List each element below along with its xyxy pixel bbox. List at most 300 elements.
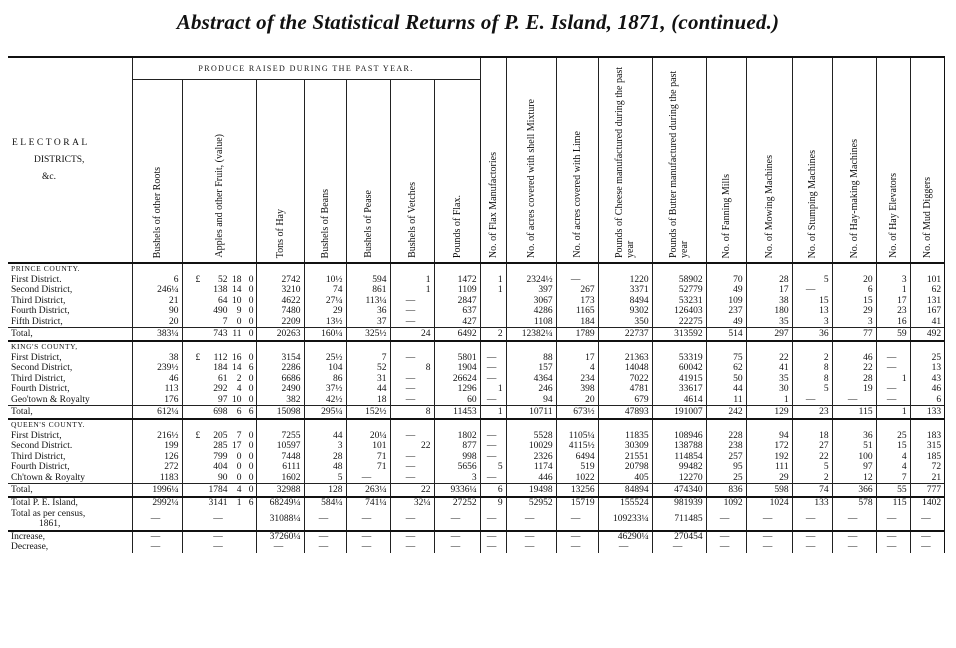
pounds: 285 [213,441,228,451]
table-cell [480,296,506,307]
table-cell: 22737 [598,328,652,342]
table-cell: 1024 [746,497,792,509]
table-cell: — [506,542,556,553]
table-cell: 1165 [556,306,598,317]
table-cell: 350 [598,317,652,328]
money-value [196,329,254,340]
district-name: Ch'town & Royalty [11,472,86,483]
table-cell: 1 [876,406,910,420]
table-cell: — [556,542,598,553]
money-value [196,353,254,364]
table-cell: 3 [792,317,832,328]
pounds: 52 [218,274,228,285]
table-cell [876,341,910,353]
table-cell: — [256,542,304,553]
table-cell: 22 [792,452,832,463]
table-row [8,384,945,395]
district-name-line: 1861, [39,519,61,529]
money-value [196,452,254,463]
table-cell: — [746,531,792,543]
table-cell: — [910,542,945,553]
table-cell: 315 [910,441,945,452]
table-cell: 60 [434,395,480,406]
table-cell: 8 [390,406,434,420]
table-cell: 1022 [556,473,598,484]
table-cell: 15 [876,441,910,452]
table-cell: 777 [910,484,945,498]
column-header-text: Apples and other Fruit, (value) [213,134,225,258]
table-cell: — [876,363,910,374]
column-header [832,57,876,263]
table-cell: 2490 [256,384,304,395]
table-cell [182,395,256,406]
table-cell: 25 [910,353,945,364]
table-cell: 62 [706,363,746,374]
table-cell: 49 [706,317,746,328]
pounds: 698 [213,406,228,417]
table-cell: 20 [556,395,598,406]
county-heading-row [8,341,945,353]
table-cell: — [480,531,506,543]
table-cell: 108946 [652,431,706,442]
table-row [8,473,945,484]
total-row [8,406,945,420]
table-cell: 31 [346,374,390,385]
table-cell: 28 [746,275,792,286]
table-cell: 3 [876,275,910,286]
table-cell: 46290¼ [598,531,652,543]
district-name: Total, [8,484,132,498]
table-cell: 20¼ [346,431,390,442]
district-column-header [8,57,132,263]
table-cell: — [480,363,506,374]
table-cell [556,263,598,275]
pounds: 3141 [208,498,228,508]
table-cell [746,419,792,431]
district-name: Fourth District, [11,306,70,316]
table-cell: 673½ [556,406,598,420]
money-value [196,473,254,484]
table-cell: 446 [506,473,556,484]
district-name: Total P. E. Island, [11,498,78,508]
table-cell: 3371 [598,285,652,296]
table-cell: 101 [346,441,390,452]
table-cell: 52779 [652,285,706,296]
table-cell: 2326 [506,452,556,463]
table-cell: 13 [792,306,832,317]
table-cell: 27¼ [304,296,346,307]
table-cell: 75 [706,353,746,364]
table-cell: 167 [910,306,945,317]
pence: 0 [248,274,254,285]
table-cell: — [876,509,910,531]
table-cell: 8494 [598,296,652,307]
table-cell: 97 [832,462,876,473]
table-cell: 6 [132,275,182,286]
column-header [304,79,346,263]
table-cell: 86 [304,374,346,385]
table-cell: — [832,395,876,406]
table-cell: 26624 [434,374,480,385]
table-cell: 3154 [256,353,304,364]
pounds: 64 [218,295,228,306]
table-cell: — [304,542,346,553]
table-cell [434,263,480,275]
pounds: 799 [213,451,228,462]
table-cell: — [480,353,506,364]
table-cell: 10029 [506,441,556,452]
table-cell: 7 [876,473,910,484]
table-cell: 38 [746,296,792,307]
money-value [196,462,254,473]
pounds: 490 [213,306,228,316]
table-cell: — [792,509,832,531]
table-cell: — [480,374,506,385]
table-cell: 36 [792,328,832,342]
table-cell: 60042 [652,363,706,374]
table-cell: 8 [792,374,832,385]
table-cell: 58902 [652,275,706,286]
column-header-text: Tons of Hay [274,208,286,258]
table-cell [506,263,556,275]
table-row [8,317,945,328]
total-row [8,484,945,498]
table-cell: 519 [556,462,598,473]
table-cell: 115 [876,497,910,509]
table-cell: 836 [706,484,746,498]
table-cell: 128 [304,484,346,498]
decrease-row [8,542,945,553]
table-cell: 2 [792,473,832,484]
column-header [556,57,598,263]
page-title: Abstract of the Statistical Returns of P. E. Island, 1871, (continued.) [176,10,780,34]
district-name: PRINCE COUNTY. [8,263,132,275]
table-cell [652,341,706,353]
district-name: KING'S COUNTY, [8,341,132,353]
table-cell: — [876,395,910,406]
table-cell [598,419,652,431]
table-body [8,263,945,553]
table-cell: — [506,531,556,543]
table-cell: 1472 [434,275,480,286]
table-cell: 2324½ [506,275,556,286]
column-header-text: No. of Stumping Machines [806,149,818,258]
table-cell [480,419,506,431]
shillings: 0 [236,462,242,472]
district-header-line-1: ELECTORAL [12,137,90,148]
money-value [196,285,254,296]
table-cell: 237 [706,306,746,317]
table-cell: 70 [706,275,746,286]
district-header-line-2: DISTRICTS, [34,154,85,165]
table-cell [746,263,792,275]
table-cell: — [832,509,876,531]
table-cell: 4364 [506,374,556,385]
table-cell: 111 [746,462,792,473]
pounds: 292 [213,384,228,394]
table-cell: 3 [434,473,480,484]
table-cell: 6494 [556,452,598,463]
table-row [8,363,945,374]
table-cell: — [182,509,256,531]
table-row [8,296,945,307]
shillings: 11 [232,328,242,339]
table-cell: 160¼ [304,328,346,342]
table-cell: 20263 [256,328,304,342]
pence: 0 [248,484,254,495]
district-name: Total, [8,328,132,342]
table-cell: — [480,431,506,442]
column-header [256,79,304,263]
table-cell: 115 [832,406,876,420]
table-cell: — [792,285,832,296]
table-cell [706,341,746,353]
table-cell: 5801 [434,353,480,364]
table-cell: 998 [434,452,480,463]
table-cell: 405 [598,473,652,484]
table-cell: 41 [910,317,945,328]
table-cell: 113¼ [346,296,390,307]
census-row [8,509,945,531]
column-header-text: Pounds of Flax. [451,194,463,258]
table-cell: 114854 [652,452,706,463]
table-cell [346,341,390,353]
table-cell: 861 [346,285,390,296]
table-cell: 246¼ [132,285,182,296]
table-cell [182,363,256,374]
table-cell [832,341,876,353]
table-cell: 4286 [506,306,556,317]
table-cell: 741¼ [346,497,390,509]
table-cell: 51 [832,441,876,452]
table-cell: 2992¼ [132,497,182,509]
table-cell: 126 [132,452,182,463]
table-cell: 62 [910,285,945,296]
table-cell: 1789 [556,328,598,342]
table-cell: 15 [792,296,832,307]
table-cell: — [390,317,434,328]
table-cell: — [556,531,598,543]
table-cell: 3210 [256,285,304,296]
table-cell: 59 [876,328,910,342]
table-cell: — [434,531,480,543]
table-cell: — [598,542,652,553]
table-cell: 8 [390,363,434,374]
table-cell: — [390,374,434,385]
table-cell: — [390,473,434,484]
table-row [8,374,945,385]
column-header [876,57,910,263]
table-cell: 612¼ [132,406,182,420]
district-name: Increase, [8,531,132,543]
column-header [792,57,832,263]
table-cell [652,419,706,431]
table-cell: 234 [556,374,598,385]
table-cell [182,328,256,342]
table-cell: 38 [132,353,182,364]
table-cell: 598 [746,484,792,498]
table-cell: 21 [910,473,945,484]
table-cell: 23 [792,406,832,420]
table-cell: 4781 [598,384,652,395]
pounds: 112 [213,352,228,363]
table-cell: 84894 [598,484,652,498]
table-cell [556,341,598,353]
table-cell [256,263,304,275]
column-header-text: No. of acres covered with Lime [571,131,583,258]
table-cell: 15719 [556,497,598,509]
table-cell: 126403 [652,306,706,317]
table-cell: 257 [706,452,746,463]
table-cell: 1402 [910,497,945,509]
table-cell: 131 [910,296,945,307]
table-cell: 1 [876,374,910,385]
table-cell: 12270 [652,473,706,484]
table-cell: 36 [832,431,876,442]
table-cell: 5 [304,473,346,484]
table-cell: 4 [876,452,910,463]
table-cell: 366 [832,484,876,498]
column-header-text: No. of Hay-making Machines [848,138,860,258]
table-cell: 50 [706,374,746,385]
table-cell [480,263,506,275]
shillings: 16 [232,352,242,363]
table-cell: 25 [706,473,746,484]
column-header-text: No. of Mud Diggers [921,176,933,258]
table-cell: 22 [390,484,434,498]
table-cell: 514 [706,328,746,342]
shillings: 1 [236,498,242,508]
table-cell: 12382¼ [506,328,556,342]
table-cell: 152½ [346,406,390,420]
table-cell: 5 [792,462,832,473]
table-cell: 48 [304,462,346,473]
table-row [8,431,945,442]
pence: 6 [248,406,254,417]
table-cell: 41915 [652,374,706,385]
shillings: 7 [236,430,242,441]
statistics-table [8,56,945,648]
pounds: 743 [213,328,228,339]
county-heading-row [8,263,945,275]
table-row [8,353,945,364]
table-cell [506,419,556,431]
pence: 0 [248,441,254,451]
table-cell: 20798 [598,462,652,473]
table-cell: — [876,542,910,553]
table-cell: 17 [746,285,792,296]
table-cell: — [910,509,945,531]
money-value [196,317,254,328]
pence: 0 [248,430,254,441]
table-cell: 9302 [598,306,652,317]
table-cell: 21 [132,296,182,307]
table-cell: 157 [506,363,556,374]
money-value [196,407,254,418]
table-cell: 242 [706,406,746,420]
district-header-line-3: &c. [42,171,56,182]
shillings: 0 [236,451,242,462]
produce-group-header: PRODUCE RAISED DURING THE PAST YEAR. [132,57,480,79]
table-cell: 1 [390,285,434,296]
table-cell [256,419,304,431]
table-cell: 1 [480,275,506,286]
money-value [196,431,254,442]
table-cell: 44 [346,384,390,395]
table-cell: 4614 [652,395,706,406]
table-cell: 71 [346,452,390,463]
table-cell: 52952 [506,497,556,509]
shillings: 6 [236,406,242,417]
table-cell [132,263,182,275]
column-header [706,57,746,263]
district-name: Fourth District, [11,384,70,394]
table-cell: 55 [876,484,910,498]
table-row [8,462,945,473]
table-cell: — [390,353,434,364]
table-cell: — [346,509,390,531]
table-cell: — [480,441,506,452]
table-cell: 1802 [434,431,480,442]
column-header-text: Pounds of Butter manufactured during the past year [668,70,691,258]
table-cell: 272 [132,462,182,473]
table-cell: 20 [832,275,876,286]
table-cell: 24 [390,328,434,342]
shillings: 17 [232,441,242,451]
table-cell: 22 [390,441,434,452]
table-cell: 104 [304,363,346,374]
table-cell: 33617 [652,384,706,395]
table-cell [480,306,506,317]
table-cell: — [390,452,434,463]
table-cell: — [556,509,598,531]
pence: 0 [248,462,254,472]
table-cell: 32988 [256,484,304,498]
table-cell: 185 [910,452,945,463]
table-cell: — [182,531,256,543]
table-cell: 72 [910,462,945,473]
table-cell: — [390,306,434,317]
pence: 0 [248,352,254,363]
column-header [598,57,652,263]
table-cell: 1 [480,384,506,395]
table-cell: 6 [480,484,506,498]
table-cell [132,341,182,353]
county-heading-row [8,419,945,431]
table-cell [832,419,876,431]
table-cell: 183 [910,431,945,442]
pounds: 184 [213,363,228,373]
pounds: 97 [218,394,228,405]
grand-total-row [8,497,945,509]
table-cell [390,263,434,275]
table-cell: 23 [876,306,910,317]
column-header-text: Bushels of other Roots [151,166,163,258]
table-cell: — [390,395,434,406]
table-cell: — [434,542,480,553]
table-cell: 109233¼ [598,509,652,531]
district-name: First District. [11,274,62,285]
table-cell: 77 [832,328,876,342]
table-cell: 3 [832,317,876,328]
table-cell: 7480 [256,306,304,317]
table-cell: 49 [706,285,746,296]
table-cell: 1092 [706,497,746,509]
table-row [8,441,945,452]
table-cell [598,341,652,353]
table-cell: 1183 [132,473,182,484]
district-name: Total, [8,406,132,420]
